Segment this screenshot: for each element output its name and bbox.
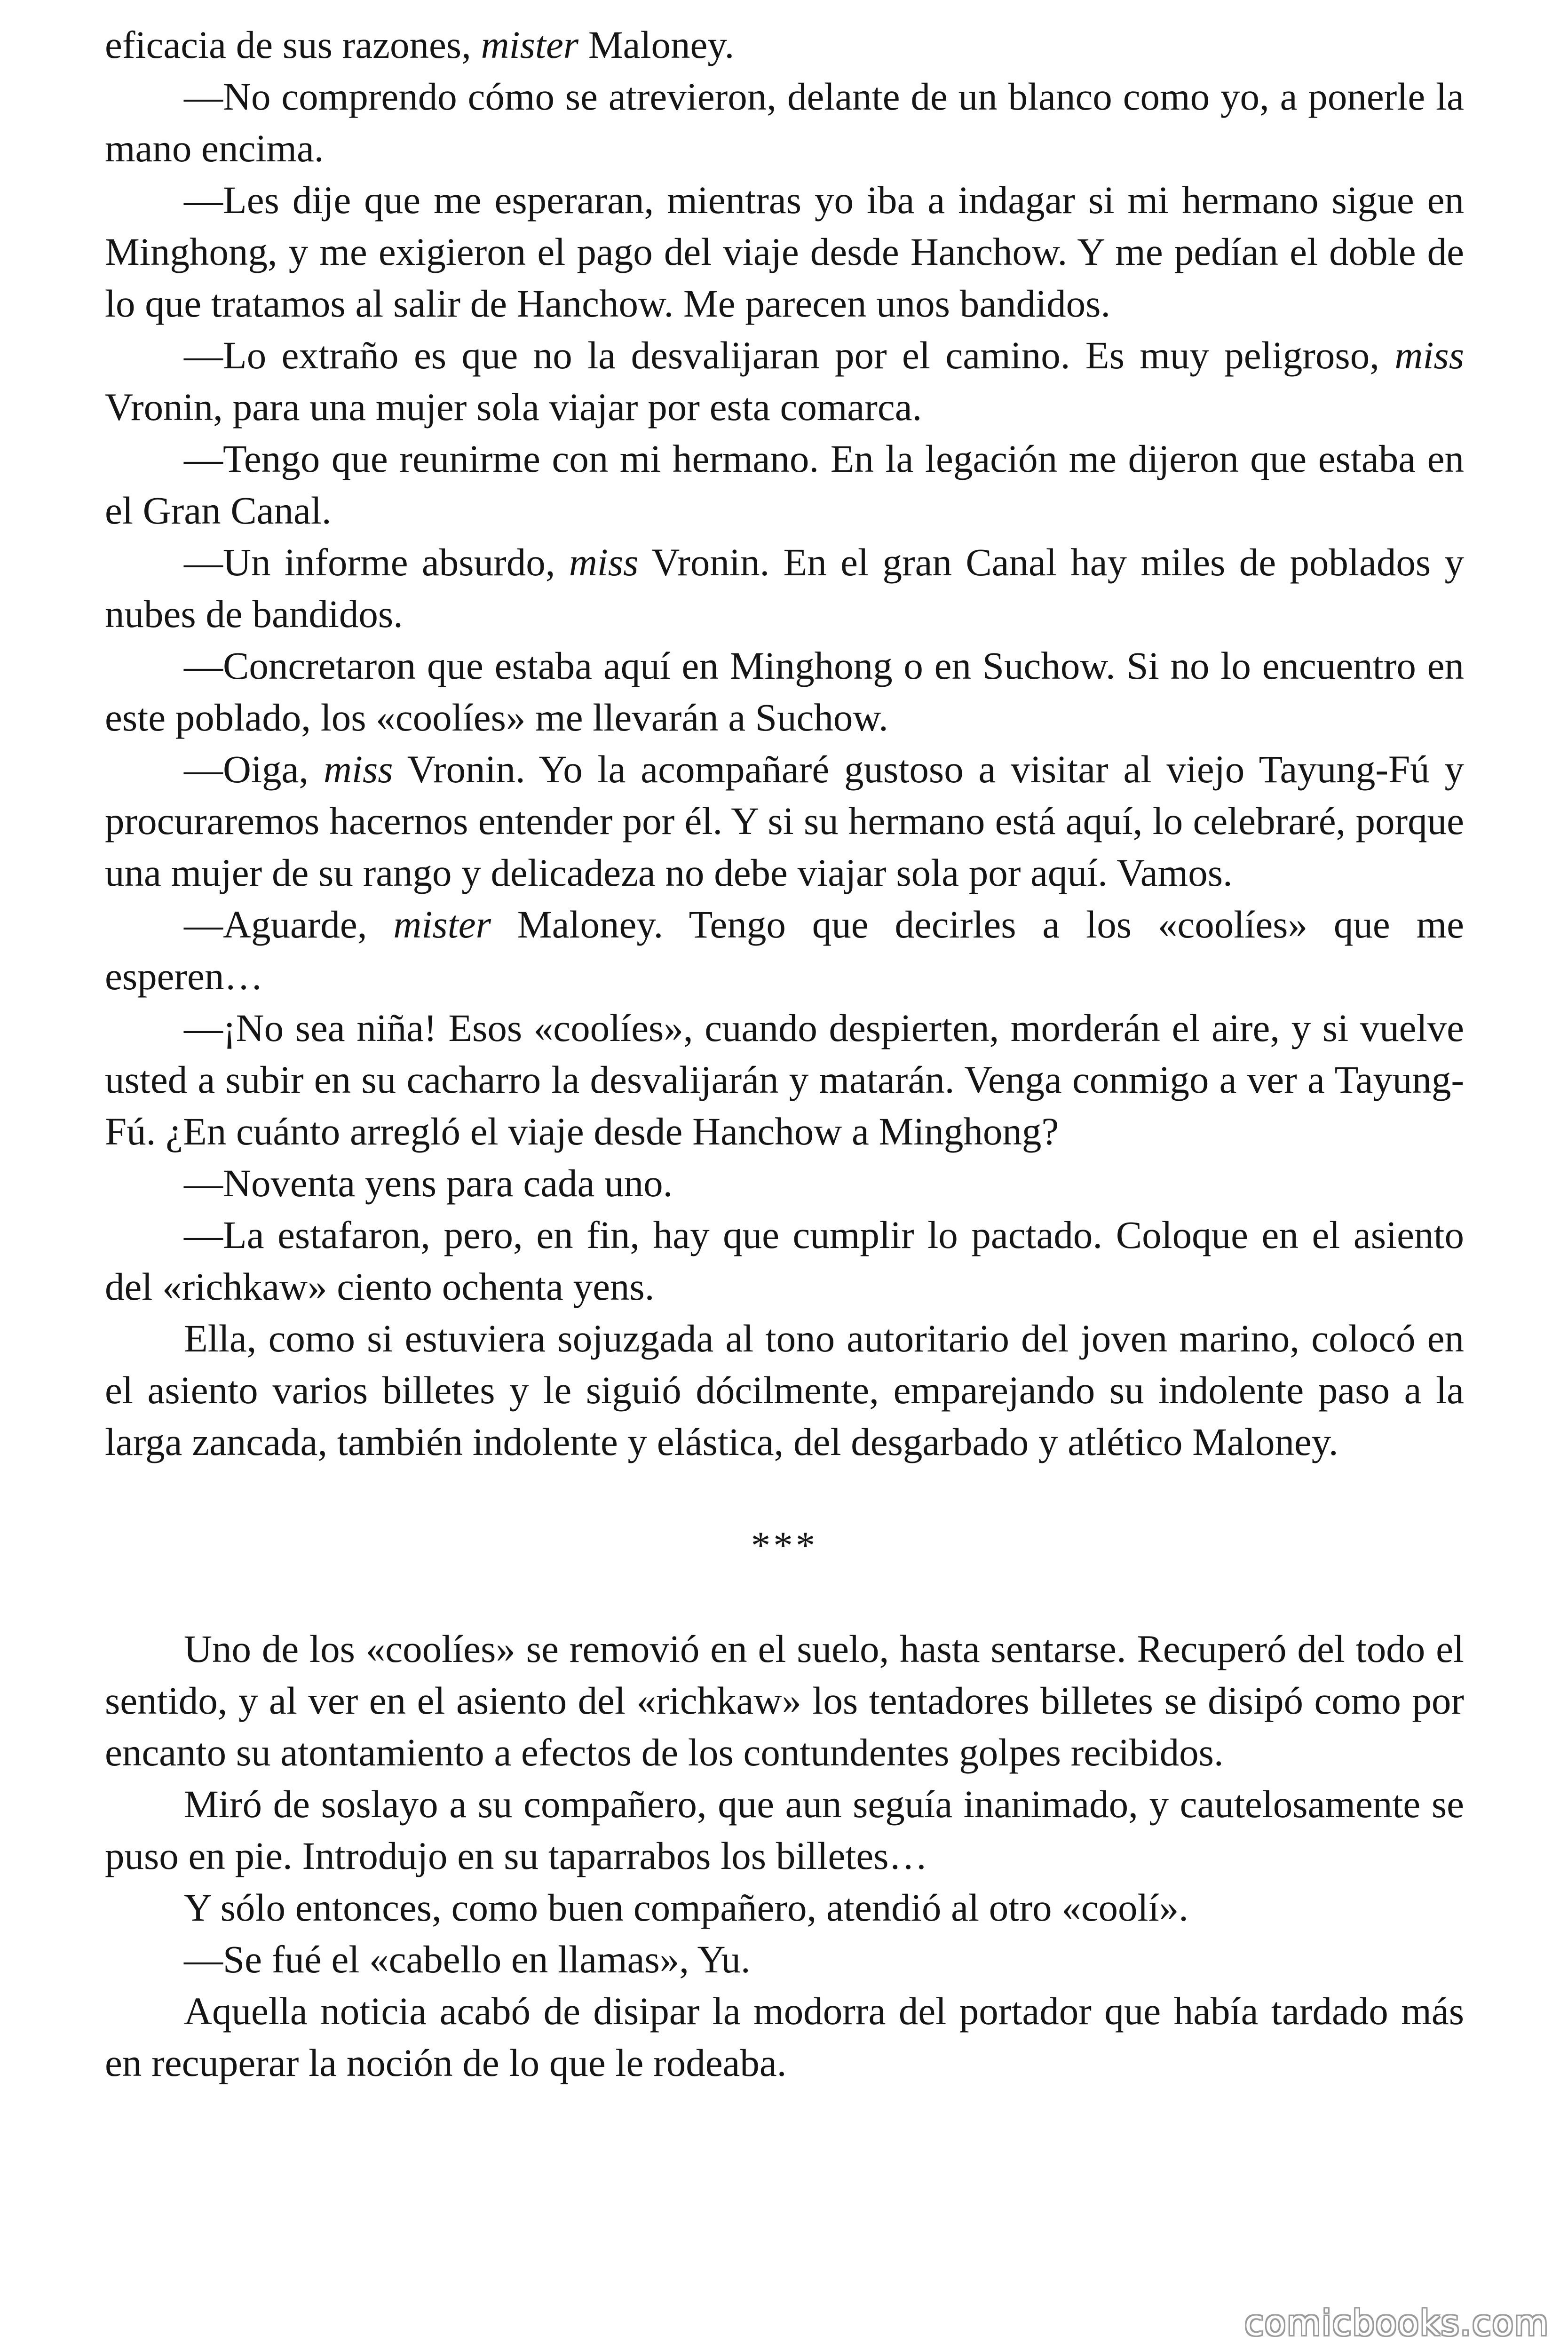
paragraph xyxy=(105,1778,1464,1882)
paragraph-text: Y sólo entonces, como buen compañero, atendió al otro «coolí». xyxy=(184,1886,1188,1929)
paragraph-text: —Un informe absurdo, xyxy=(184,540,569,584)
italic-text: mister xyxy=(393,903,491,946)
paragraph xyxy=(105,536,1464,640)
italic-text: miss xyxy=(569,540,639,584)
italic-text: miss xyxy=(323,747,393,791)
paragraph-text: Vronin. Yo la acompañaré gustoso a visitar al viejo Tayung-Fú y procuraremos hacernos entender por él. Y si su hermano está aquí, lo celebraré, porque una mujer de su rango y delicadeza no debe viajar sola por aquí. Vamos. xyxy=(105,747,1464,894)
paragraph-text: eficacia de sus razones, xyxy=(105,23,481,66)
paragraph-text: —Concretaron que estaba aquí en Minghong o en Suchow. Si no lo encuentro en este poblado, los «coolíes» me llevarán a Suchow. xyxy=(105,644,1464,739)
paragraph-text: Vronin, para una mujer sola viajar por esta comarca. xyxy=(105,385,922,429)
paragraph-text: —Les dije que me esperaran, mientras yo iba a indagar si mi hermano sigue en Minghong, y me exigieron el pago del viaje desde Hanchow. Y me pedían el doble de lo que tratamos al salir de Hanchow. Me parecen unos bandidos. xyxy=(105,178,1464,325)
paragraph xyxy=(105,1157,1464,1209)
paragraph xyxy=(105,898,1464,1002)
paragraph xyxy=(105,1623,1464,1778)
paragraph xyxy=(105,433,1464,536)
text-block-before xyxy=(105,19,1464,1468)
paragraph-text: —Noventa yens para cada uno. xyxy=(184,1161,673,1205)
paragraph xyxy=(105,640,1464,743)
italic-text: miss xyxy=(1394,334,1464,377)
paragraph xyxy=(105,329,1464,433)
text-block-after xyxy=(105,1623,1464,2089)
paragraph-text: Vronin. En el gran Canal hay miles de poblados y nubes de bandidos. xyxy=(105,540,1464,636)
book-page xyxy=(105,19,1464,2089)
paragraph-text: Maloney. xyxy=(578,23,735,66)
paragraph xyxy=(105,19,1464,71)
paragraph xyxy=(105,743,1464,898)
paragraph xyxy=(105,1882,1464,1933)
paragraph xyxy=(105,71,1464,174)
paragraph-text: —Se fué el «cabello en llamas», Yu. xyxy=(184,1938,751,1981)
paragraph xyxy=(105,174,1464,329)
paragraph xyxy=(105,1002,1464,1157)
paragraph-text: —Tengo que reunirme con mi hermano. En la legación me dijeron que estaba en el Gran Canal. xyxy=(105,437,1464,532)
paragraph-text: —La estafaron, pero, en fin, hay que cumplir lo pactado. Coloque en el asiento del «richkaw» ciento ochenta yens. xyxy=(105,1213,1464,1308)
paragraph-text: —Oiga, xyxy=(184,747,324,791)
paragraph-text: Miró de soslayo a su compañero, que aun seguía inanimado, y cautelosamente se puso en pie. Introdujo en su taparrabos los billetes… xyxy=(105,1782,1464,1877)
italic-text: mister xyxy=(481,23,579,66)
paragraph-text: —Aguarde, xyxy=(184,903,394,946)
section-separator: *** xyxy=(751,1524,818,1567)
paragraph-text: —¡No sea niña! Esos «coolíes», cuando despierten, morderán el aire, y si vuelve usted a subir en su cacharro la desvalijarán y matarán. Venga conmigo a ver a Tayung-Fú. ¿En cuánto arregló el viaje desde Hanchow a Minghong? xyxy=(105,1006,1464,1153)
paragraph xyxy=(105,1209,1464,1312)
paragraph xyxy=(105,1933,1464,1985)
paragraph xyxy=(105,1312,1464,1468)
watermark: comicbooks.com xyxy=(1244,2303,1549,2344)
paragraph xyxy=(105,1985,1464,2089)
paragraph-text: Maloney. Tengo que decirles a los «coolíes» que me esperen… xyxy=(105,903,1464,998)
paragraph-text: Uno de los «coolíes» se removió en el suelo, hasta sentarse. Recuperó del todo el sentido, y al ver en el asiento del «richkaw» los tentadores billetes se disipó como por encanto su atontamiento a efectos de los contundentes golpes recibidos. xyxy=(105,1627,1464,1774)
paragraph-text: Ella, como si estuviera sojuzgada al tono autoritario del joven marino, colocó en el asiento varios billetes y le siguió dócilmente, emparejando su indolente paso a la larga zancada, también indolente y elástica, del desgarbado y atlético Maloney. xyxy=(105,1317,1464,1463)
paragraph-text: —Lo extraño es que no la desvalijaran por el camino. Es muy peligroso, xyxy=(184,334,1395,377)
paragraph-text: —No comprendo cómo se atrevieron, delante de un blanco como yo, a ponerle la mano encima. xyxy=(105,75,1464,170)
paragraph-text: Aquella noticia acabó de disipar la modorra del portador que había tardado más en recuperar la noción de lo que le rodeaba. xyxy=(105,1989,1464,2084)
